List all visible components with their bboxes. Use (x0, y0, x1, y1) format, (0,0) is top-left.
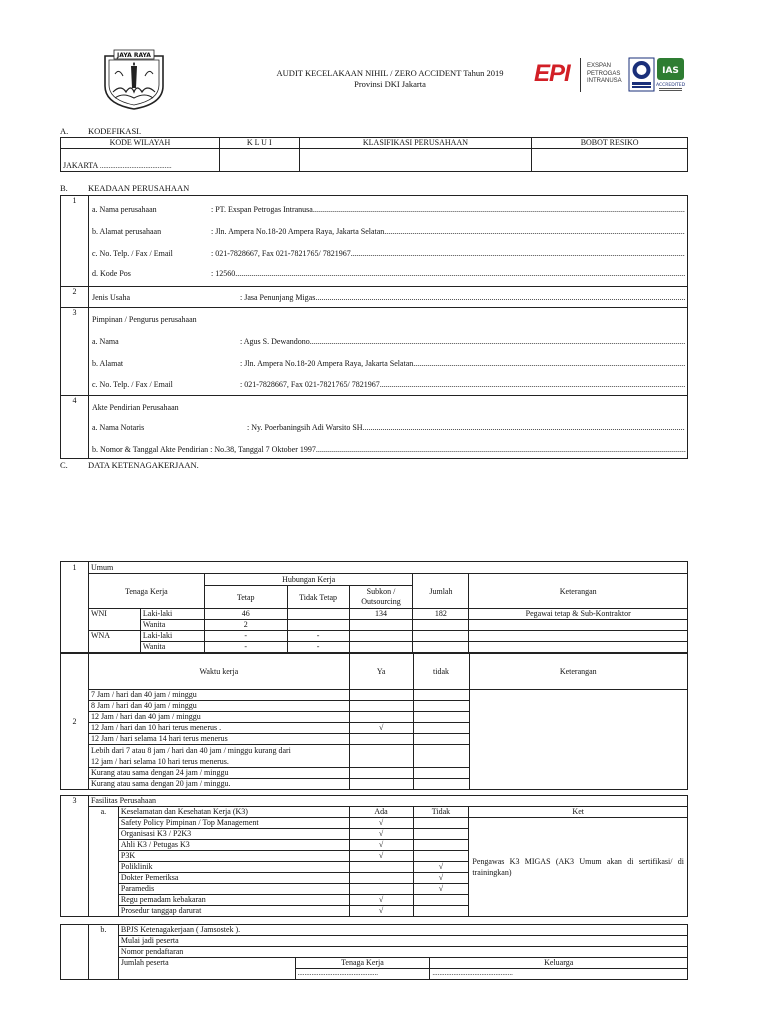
b4-a-label: a. Nama Notaris (92, 423, 145, 432)
waktu-tidak (413, 768, 469, 779)
b4-a-value (247, 423, 685, 432)
bpjs-keluarga-value: .............................................. (430, 969, 688, 980)
k3-row: Ahli K3 / Petugas K3 (118, 840, 349, 851)
keadaan-row-3 (60, 307, 688, 396)
row-number: 1 (61, 196, 89, 286)
jenis-usaha-text: : Jasa Penunjang Migas (240, 293, 316, 302)
k3-row: Dokter Pemeriksa (118, 873, 349, 884)
title-line1: AUDIT KECELAKAAN NIHIL / ZERO ACCIDENT Tahun 2019 (276, 68, 504, 78)
k3-ada: √ (349, 895, 413, 906)
b1-c-value (211, 249, 685, 258)
k3-tidak (413, 818, 469, 829)
waktu-row: 12 Jam / hari dan 10 hari terus menerus . (88, 723, 349, 734)
wni-wanita-label: Wanita (140, 620, 204, 631)
k3-letter: a. (88, 807, 118, 917)
waktu-ya (349, 701, 413, 712)
k3-tidak (413, 851, 469, 862)
b4-a-dots (363, 423, 685, 432)
section-c-label: C. (60, 460, 68, 470)
waktu-ya (349, 745, 413, 768)
wni-label: WNI (88, 609, 140, 631)
wni-laki-ket: Pegawai tetap & Sub-Kontraktor (469, 609, 688, 620)
k3-row: Organisasi K3 / P2K3 (118, 829, 349, 840)
keterangan-header: Keterangan (469, 574, 688, 609)
waktu-tidak (413, 779, 469, 790)
ket-header: Ket (469, 807, 688, 818)
k3-tidak (413, 840, 469, 851)
wna-wanita-ket (469, 642, 688, 653)
header-bobot-resiko: BOBOT RESIKO (532, 138, 688, 149)
jenis-usaha-dots (315, 293, 685, 302)
wni-wanita-ket (469, 620, 688, 631)
wna-wanita-jumlah (413, 642, 469, 653)
brand-sub-1: EXSPAN (587, 63, 611, 69)
b1-c-dots (351, 249, 685, 258)
wna-wanita-tetap: - (204, 642, 287, 653)
klui-cell (219, 149, 299, 172)
waktu-ya (349, 712, 413, 723)
b3-c-value (240, 380, 685, 389)
k3-row: Safety Policy Pimpinan / Top Management (118, 818, 349, 829)
bpjs-letter: b. (88, 925, 118, 980)
k3-ada (349, 884, 413, 895)
b3-b-label: b. Alamat (92, 359, 124, 368)
waktu-tidak (413, 712, 469, 723)
b1-a-label: a. Nama perusahaan (92, 205, 157, 214)
b3-a-value (240, 337, 685, 346)
title-line2: Provinsi DKI Jakarta (354, 79, 426, 89)
jumlah-header: Jumlah (413, 574, 469, 609)
bpjs-num-spacer (61, 925, 89, 980)
keadaan-row-4 (60, 395, 688, 459)
k3-row: Regu pemadam kebakaran (118, 895, 349, 906)
fasilitas-table (60, 795, 688, 917)
wni-wanita-jumlah (413, 620, 469, 631)
certification-badge-icon (628, 57, 655, 92)
cert-sub: ACCREDITED (656, 83, 685, 88)
k3-title: Keselamatan dan Kesehatan Kerja (K3) (118, 807, 349, 818)
waktu-tidak (413, 734, 469, 745)
document-title (200, 68, 580, 90)
k3-tidak (413, 895, 469, 906)
waktu-tidak (413, 701, 469, 712)
k3-ada: √ (349, 829, 413, 840)
waktu-row: 8 Jam / hari dan 40 jam / minggu (88, 701, 349, 712)
waktu-row: Kurang atau sama dengan 20 jam / minggu. (88, 779, 349, 790)
k3-row: Paramedis (118, 884, 349, 895)
k3-row: P3K (118, 851, 349, 862)
ias-accredited-icon (656, 57, 685, 95)
section-b-label: B. (60, 183, 68, 193)
row-number: 3 (61, 308, 89, 395)
b1-c-label: c. No. Telp. / Fax / Email (92, 249, 173, 258)
waktu-row: Kurang atau sama dengan 24 jam / minggu (88, 768, 349, 779)
jenis-usaha-label: Jenis Usaha (92, 293, 130, 302)
tenaga-kerja-header: Tenaga Kerja (88, 574, 204, 609)
kode-wilayah-cell: JAKARTA ......................................... (61, 149, 220, 172)
wni-laki-tetap: 46 (204, 609, 287, 620)
wna-laki-label: Laki-laki (140, 631, 204, 642)
k3-row: Poliklinik (118, 862, 349, 873)
b1-d-text: : 12560 (211, 269, 236, 278)
wni-laki-jumlah: 182 (413, 609, 469, 620)
brand-sub-3: INTRANUSA (587, 78, 622, 84)
ketenagakerjaan-table-1 (60, 561, 688, 653)
ya-header: Ya (349, 654, 413, 690)
b3-a-dots (310, 337, 685, 346)
bpjs-nomor: Nomor pendaftaran (118, 947, 687, 958)
waktu-ya: √ (349, 723, 413, 734)
k3-ada (349, 862, 413, 873)
waktu-kerja-table (60, 653, 688, 790)
b1-b-value (211, 227, 685, 236)
tidak-header: tidak (413, 654, 469, 690)
b3-c-label: c. No. Telp. / Fax / Email (92, 380, 173, 389)
logo-text: JAYA RAYA (117, 52, 151, 59)
epi-subtitle (587, 63, 622, 86)
section-b-title: KEADAAN PERUSAHAAN (88, 183, 190, 193)
wni-laki-subkon: 134 (349, 609, 413, 620)
wna-laki-ket (469, 631, 688, 642)
bpjs-table (60, 924, 688, 980)
k3-ada (349, 873, 413, 884)
wni-laki-tidak (287, 609, 349, 620)
brand-divider (580, 58, 581, 92)
wna-wanita-subkon (349, 642, 413, 653)
bpjs-keluarga-header: Keluarga (430, 958, 688, 969)
bobot-resiko-cell (532, 149, 688, 172)
cert-text: IAS (662, 66, 679, 76)
umum-title: Umum (88, 562, 687, 574)
k3-tidak: √ (413, 884, 469, 895)
waktu-kerja-header: Waktu kerja (88, 654, 349, 690)
b1-a-value: : PT. Exspan Petrogas Intranusa ..... (211, 205, 685, 214)
k3-tidak (413, 906, 469, 917)
waktu-ya (349, 690, 413, 701)
section-c-title: DATA KETENAGAKERJAAN. (88, 460, 199, 470)
k3-ada: √ (349, 906, 413, 917)
section-a-label: A. (60, 126, 69, 136)
wni-wanita-tetap: 2 (204, 620, 287, 631)
b4-b-dots (316, 445, 686, 454)
wna-laki-tidak: - (287, 631, 349, 642)
row-number: 2 (61, 287, 89, 307)
hubungan-kerja-header: Hubungan Kerja (204, 574, 413, 586)
waktu-row: 12 Jam / hari dan 40 jam / minggu (88, 712, 349, 723)
k3-tidak (413, 829, 469, 840)
b4-b-text: : No.38, Tanggal 7 Oktober 1997 (210, 445, 316, 454)
brand-sub-2: PETROGAS (587, 70, 621, 77)
row-number: 4 (61, 396, 89, 458)
kode-wilayah-value: JAKARTA (63, 161, 98, 170)
tidak-col-header: Tidak (413, 807, 469, 818)
b4-a-text: : Ny. Poerbaningsih Adi Warsito SH (247, 423, 363, 432)
waktu-keterangan (469, 690, 688, 790)
b1-b-label: b. Alamat perusahaan (92, 227, 162, 236)
k3-tidak: √ (413, 862, 469, 873)
bpjs-mulai: Mulai jadi peserta (118, 936, 687, 947)
b3-c-dots (380, 380, 685, 389)
waktu-ya (349, 779, 413, 790)
akte-title: Akte Pendirian Perusahaan (92, 403, 179, 412)
b4-b-label: b. Nomor & Tanggal Akte Pendirian (92, 445, 209, 454)
b3-a-text: : Agus S. Dewandono (240, 337, 310, 346)
ada-header: Ada (349, 807, 413, 818)
k3-ada: √ (349, 840, 413, 851)
b1-d-label: d. Kode Pos (92, 269, 131, 278)
b3-b-dots (413, 359, 685, 368)
b3-b-text: : Jln. Ampera No.18-20 Ampera Raya, Jakarta Selatan (240, 359, 414, 368)
wna-laki-jumlah (413, 631, 469, 642)
wna-wanita-label: Wanita (140, 642, 204, 653)
b3-a-label: a. Nama (92, 337, 119, 346)
wni-laki-label: Laki-laki (140, 609, 204, 620)
wna-laki-subkon (349, 631, 413, 642)
b3-c-text: : 021-7828667, Fax 021-7821765/ 7821967 (240, 380, 380, 389)
k3-ada: √ (349, 851, 413, 862)
klasifikasi-cell (299, 149, 532, 172)
keterangan-waktu-header: Keterangan (469, 654, 688, 690)
section-a-title: KODEFIKASI. (88, 126, 142, 136)
wna-wanita-tidak: - (287, 642, 349, 653)
waktu-tidak (413, 745, 469, 768)
k3-row: Prosedur tanggap darurat (118, 906, 349, 917)
wni-wanita-subkon (349, 620, 413, 631)
waktu-row: 12 Jam / hari selama 14 hari terus menerus (88, 734, 349, 745)
waktu-tidak (413, 723, 469, 734)
jaya-raya-logo (101, 48, 167, 110)
jenis-usaha-value (240, 293, 685, 302)
bpjs-tk-header: Tenaga Kerja (295, 958, 430, 969)
waktu-ya (349, 768, 413, 779)
bpjs-tk-value: .............................................. (295, 969, 430, 980)
bpjs-title: BPJS Ketenagakerjaan ( Jamsostek ). (118, 925, 687, 936)
pimpinan-title: Pimpinan / Pengurus perusahaan (92, 315, 197, 324)
b1-b-text: : Jln. Ampera No.18-20 Ampera Raya, Jakarta Selatan (211, 227, 385, 236)
kodefikasi-table (60, 137, 688, 172)
b1-c-text: : 021-7828667, Fax 021-7821765/ 7821967 (211, 249, 351, 258)
waktu-row-line2: 12 jam / hari selama 10 hari terus menerus. (90, 757, 229, 766)
subkon-header: Subkon / Outsourcing (349, 586, 413, 609)
row-num-3: 3 (61, 796, 89, 917)
keadaan-row-2 (60, 286, 688, 308)
header-klasifikasi: KLASIFIKASI PERUSAHAAN (299, 138, 532, 149)
k3-tidak: √ (413, 873, 469, 884)
epi-brand: EPI (534, 60, 570, 87)
header-kode-wilayah: KODE WILAYAH (61, 138, 220, 149)
waktu-row: 7 Jam / hari dan 40 jam / minggu (88, 690, 349, 701)
row-num-1: 1 (61, 562, 89, 653)
b3-b-value (240, 359, 685, 368)
b1-d-value (211, 269, 685, 278)
tidak-tetap-header: Tidak Tetap (287, 586, 349, 609)
b1-b-dots (384, 227, 685, 236)
wni-wanita-tidak (287, 620, 349, 631)
tetap-header: Tetap (204, 586, 287, 609)
k3-ada: √ (349, 818, 413, 829)
wna-laki-tetap: - (204, 631, 287, 642)
k3-note: Pengawas K3 MIGAS (AK3 Umum akan di sertifikasi/ di trainingkan) (469, 818, 688, 917)
b1-d-dots (235, 269, 685, 278)
b4-b-line (92, 445, 686, 454)
header-klui: K L U I (219, 138, 299, 149)
keadaan-row-1 (60, 195, 688, 287)
waktu-row-line1: Lebih dari 7 atau 8 jam / hari dan 40 jam / minggu kurang dari (90, 746, 291, 755)
row-num-2: 2 (61, 654, 89, 790)
wna-label: WNA (88, 631, 140, 653)
fasilitas-title: Fasilitas Perusahaan (88, 796, 687, 807)
waktu-ya (349, 734, 413, 745)
waktu-tidak (413, 690, 469, 701)
waktu-row-multiline (88, 745, 349, 768)
bpjs-jumlah: Jumlah peserta (118, 958, 295, 980)
